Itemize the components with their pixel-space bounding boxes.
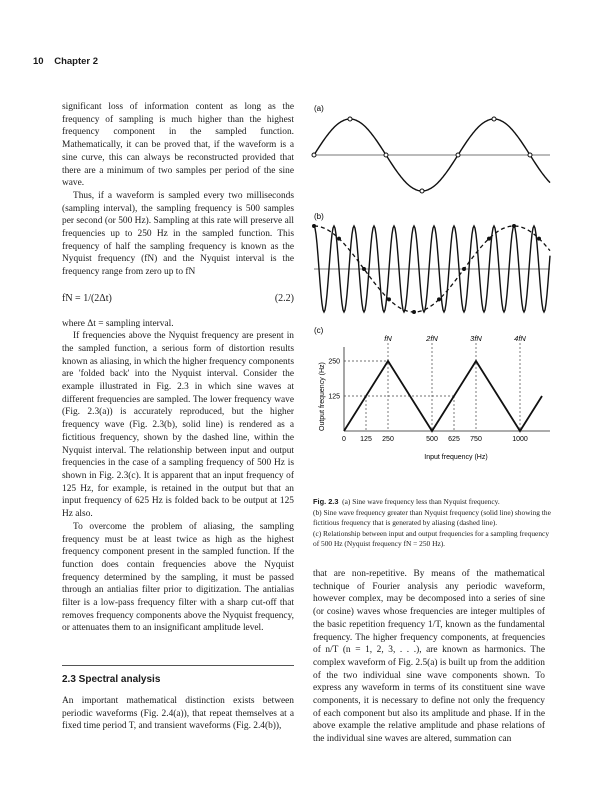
paragraph: that are non-repetitive. By means of the mathematical technique of Fourier analysis any periodic waveform, however complex, may be decomposed into a series of sine (or cosine) waves whose frequencies are integer multiples of the basic repetition frequency 1/T, known as the fundamental frequency. The higher frequency components, at frequencies of n/T (n = 1, 2, 3, . . .), are known as harmonics. The complex waveform of Fig. 2.5(a) is built up from the addition of the two individual sine wave components shown. To express any waveform in terms of its constituent sine wave components, it is necessary to define not only the frequency of each component but also its amplitude and phase. If in the above example the relative amplitude and phase relations of the individual sine waves are altered, summation can [313,569,545,745]
c-ytick-label: 250 [328,358,340,366]
sample-point [537,237,541,241]
equation-number: (2.2) [274,292,294,304]
sample-point [348,117,352,121]
sample-point [412,310,416,314]
panel-c-label: (c) [314,326,324,335]
section-heading: 2.3 Spectral analysis [62,665,294,687]
c-peak-label: 3fN [470,334,482,343]
left-column [62,101,294,733]
panel-b-label: (b) [314,212,324,221]
sample-point [492,117,496,121]
paragraph: significant loss of information content as long as the frequency of sampling is much higher than the highest frequency component in the sampled function. Mathematically, it can be proved that, if the waveform is a sine curve, this can always be reconstructed provided that there are a minimum of two samples per period of the sine wave. [62,102,294,189]
c-ytick-label: 125 [328,393,340,401]
c-peak-label: 4fN [514,334,526,343]
sample-point [362,267,366,271]
sample-point [384,153,388,157]
sample-point [312,224,316,228]
sample-point [487,237,491,241]
sample-point [528,153,532,157]
equation-2-2 [62,293,294,306]
sample-point [512,224,516,228]
paragraph: To overcome the problem of aliasing, the sampling frequency must be at least twice as high as the highest frequency component present in the sampled function. If the function does contain frequencies above the Nyquist frequency determined by the sampling, it must be passed through an antialias filter prior to digitization. The antialias filter is a low-pass frequency filter with a sharp cut-off that removes frequency components above the Nyquist frequency, or attenuates them to an insignificant amplitude level. [62,521,294,634]
chapter-title: Chapter 2 [54,56,99,67]
c-xtick-label: 1000 [512,436,528,443]
c-xtick-label: 250 [382,436,394,443]
sample-point [387,297,391,301]
running-header [33,56,98,67]
c-xtick-label: 0 [342,436,346,443]
sample-point [462,267,466,271]
c-xtick-label: 750 [470,436,482,443]
figure-caption [313,497,551,550]
c-xlabel: Input frequency (Hz) [424,454,488,461]
sample-point [312,153,316,157]
caption-label: Fig. 2.3 [313,497,339,506]
paragraph: Thus, if a waveform is sampled every two milliseconds (sampling interval), the sampling frequency is 500 samples per second (or 500 Hz). Sampling at this rate will preserve all frequencies up to 250 Hz in the sampled function. This frequency of half the sampling frequency is known as the Nyquist frequency (fN) and the Nyquist interval is the frequency range from zero up to fN [62,190,294,278]
c-peak-label: fN [384,334,392,343]
c-peak-label: 2fN [426,334,438,343]
caption-a: (a) Sine wave frequency less than Nyquist frequency. [342,497,500,506]
c-xtick-label: 125 [360,436,372,443]
sample-point [437,297,441,301]
paragraph: where Δt = sampling interval. [62,318,174,329]
paragraph: An important mathematical distinction exists between periodic waveforms (Fig. 2.4(a)), that repeat themselves at a fixed time period T, and transient waveforms (Fig. 2.4(b)), [62,695,294,732]
c-ylabel: Output frequency (Hz) [319,362,326,431]
c-xtick-label: 500 [426,436,438,443]
c-xtick-label: 625 [448,436,460,443]
sample-point [420,189,424,193]
caption-c: (c) Relationship between input and output frequencies for a sampling frequency of 500 Hz (Nyquist frequency fN = 250 Hz). [313,528,550,548]
c-guides [344,343,520,431]
sample-point [456,153,460,157]
equation-text: fN = 1/(2Δt) [62,292,112,304]
c-labels [328,334,528,443]
right-column [313,568,545,746]
figure-svg [306,95,556,495]
panel-a-label: (a) [314,104,324,113]
caption-b: (b) Sine wave frequency greater than Nyquist frequency (solid line) showing the fictitious frequency that is generated by aliasing (dashed line). [313,507,551,527]
page-number: 10 [33,56,44,67]
paragraph: If frequencies above the Nyquist frequency are present in the sampled function, a serious form of distortion results known as aliasing, in which the higher frequency components are 'folded back' into the Nyquist interval. Consider the example illustrated in Fig. 2.3 in which sine waves at different frequencies are sampled. The lower frequency wave (Fig. 2.3(a)) is accurately reproduced, but the higher frequency wave (Fig. 2.3(b), solid line) is rendered as a fictitious frequency, shown by the dashed line, within the Nyquist interval. The relationship between input and output frequencies in the case of a sampling frequency of 500 Hz is shown in Fig. 2.3(c). It is apparent that an input frequency of 125 Hz, for example, is retained in the output but that an input frequency of 625 Hz is folded back to be output at 125 Hz also. [62,331,294,520]
sample-point [337,237,341,241]
